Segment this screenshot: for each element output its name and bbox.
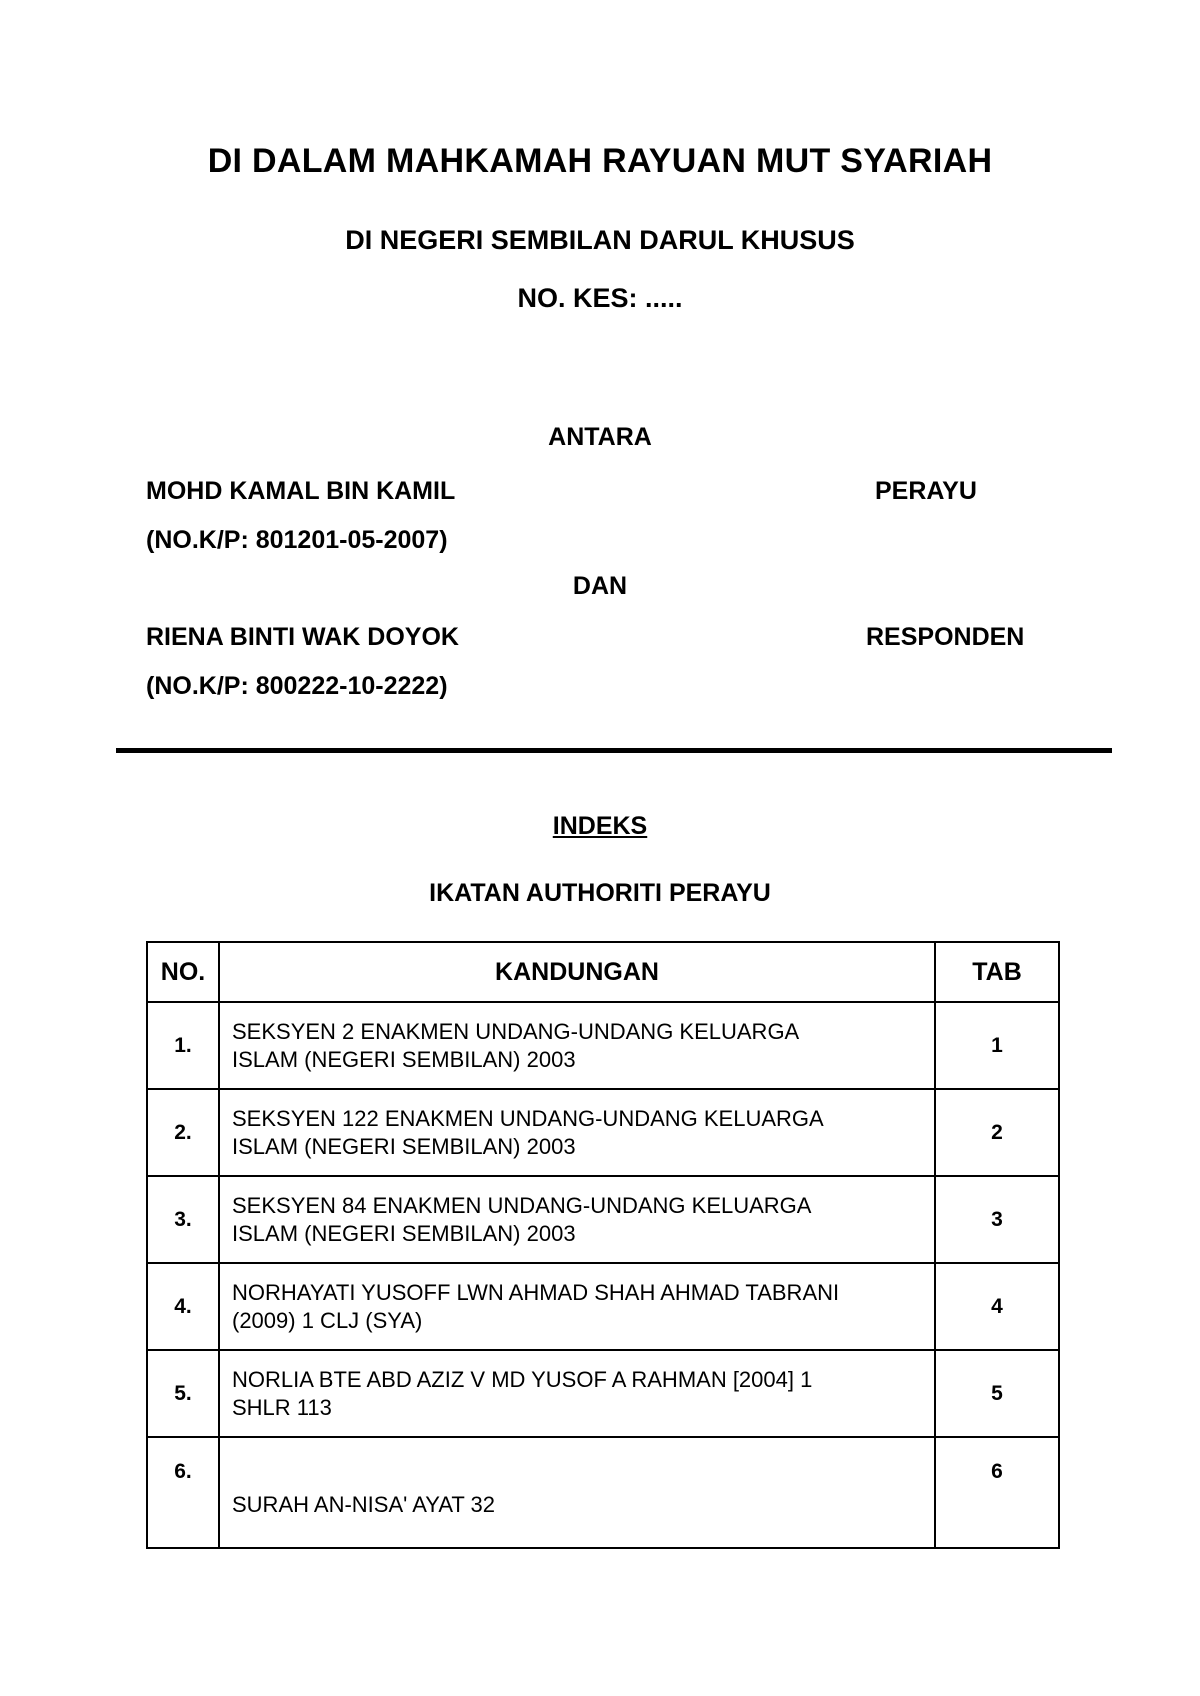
table-row	[147, 1263, 1059, 1350]
row-number: 6.	[147, 1437, 219, 1548]
row-content-line-2: ISLAM (NEGERI SEMBILAN) 2003	[232, 1133, 576, 1159]
table-row	[147, 1002, 1059, 1089]
row-content-line-2: SHLR 113	[232, 1394, 332, 1420]
row-number: 2.	[147, 1089, 219, 1176]
column-header-tab: TAB	[935, 942, 1059, 1002]
row-content-line-1: SEKSYEN 122 ENAKMEN UNDANG-UNDANG KELUARGA	[232, 1105, 824, 1131]
appellant-id: (NO.K/P: 801201-05-2007)	[146, 526, 448, 554]
appellant-name: MOHD KAMAL BIN KAMIL	[146, 477, 456, 505]
row-tab: 4	[935, 1263, 1059, 1350]
court-state: DI NEGERI SEMBILAN DARUL KHUSUS	[345, 225, 855, 255]
row-content	[219, 1263, 935, 1350]
row-number: 4.	[147, 1263, 219, 1350]
row-content	[219, 1176, 935, 1263]
and-label: DAN	[572, 572, 628, 600]
table-row	[147, 1350, 1059, 1437]
table-row	[147, 1176, 1059, 1263]
respondent-id: (NO.K/P: 800222-10-2222)	[146, 672, 448, 700]
column-header-content: KANDUNGAN	[219, 942, 935, 1002]
row-tab: 2	[935, 1089, 1059, 1176]
row-content	[219, 1002, 935, 1089]
row-tab: 5	[935, 1350, 1059, 1437]
index-subtitle: IKATAN AUTHORITI PERAYU	[429, 879, 771, 907]
row-content-line-2: ISLAM (NEGERI SEMBILAN) 2003	[232, 1046, 576, 1072]
row-tab: 3	[935, 1176, 1059, 1263]
row-number: 5.	[147, 1350, 219, 1437]
column-header-no: NO.	[147, 942, 219, 1002]
respondent-role: RESPONDEN	[866, 623, 1025, 651]
index-title: INDEKS	[552, 812, 648, 840]
respondent-name: RIENA BINTI WAK DOYOK	[146, 623, 459, 651]
court-title: DI DALAM MAHKAMAH RAYUAN MUT SYARIAH	[207, 142, 993, 180]
appellant-role: PERAYU	[875, 477, 977, 505]
table-row	[147, 1089, 1059, 1176]
row-tab: 6	[935, 1437, 1059, 1548]
table-row	[147, 1437, 1059, 1548]
row-content-line-1: SURAH AN-NISA' AYAT 32	[232, 1491, 495, 1517]
row-content-line-1: SEKSYEN 84 ENAKMEN UNDANG-UNDANG KELUARGA	[232, 1192, 812, 1218]
row-content	[219, 1089, 935, 1176]
case-number: NO. KES: .....	[517, 283, 683, 313]
row-number: 1.	[147, 1002, 219, 1089]
row-number: 3.	[147, 1176, 219, 1263]
divider-rule	[116, 748, 1112, 753]
row-content-line-2: (2009) 1 CLJ (SYA)	[232, 1307, 423, 1333]
index-table	[146, 941, 1060, 1549]
row-content-line-1: SEKSYEN 2 ENAKMEN UNDANG-UNDANG KELUARGA	[232, 1018, 800, 1044]
row-tab: 1	[935, 1002, 1059, 1089]
table-header-row	[147, 942, 1059, 1002]
row-content	[219, 1437, 935, 1548]
row-content-line-2: ISLAM (NEGERI SEMBILAN) 2003	[232, 1220, 576, 1246]
between-label: ANTARA	[548, 423, 652, 451]
row-content-line-1: NORLIA BTE ABD AZIZ V MD YUSOF A RAHMAN [2004] 1	[232, 1366, 813, 1392]
row-content	[219, 1350, 935, 1437]
row-content-line-1: NORHAYATI YUSOFF LWN AHMAD SHAH AHMAD TABRANI	[232, 1279, 840, 1305]
